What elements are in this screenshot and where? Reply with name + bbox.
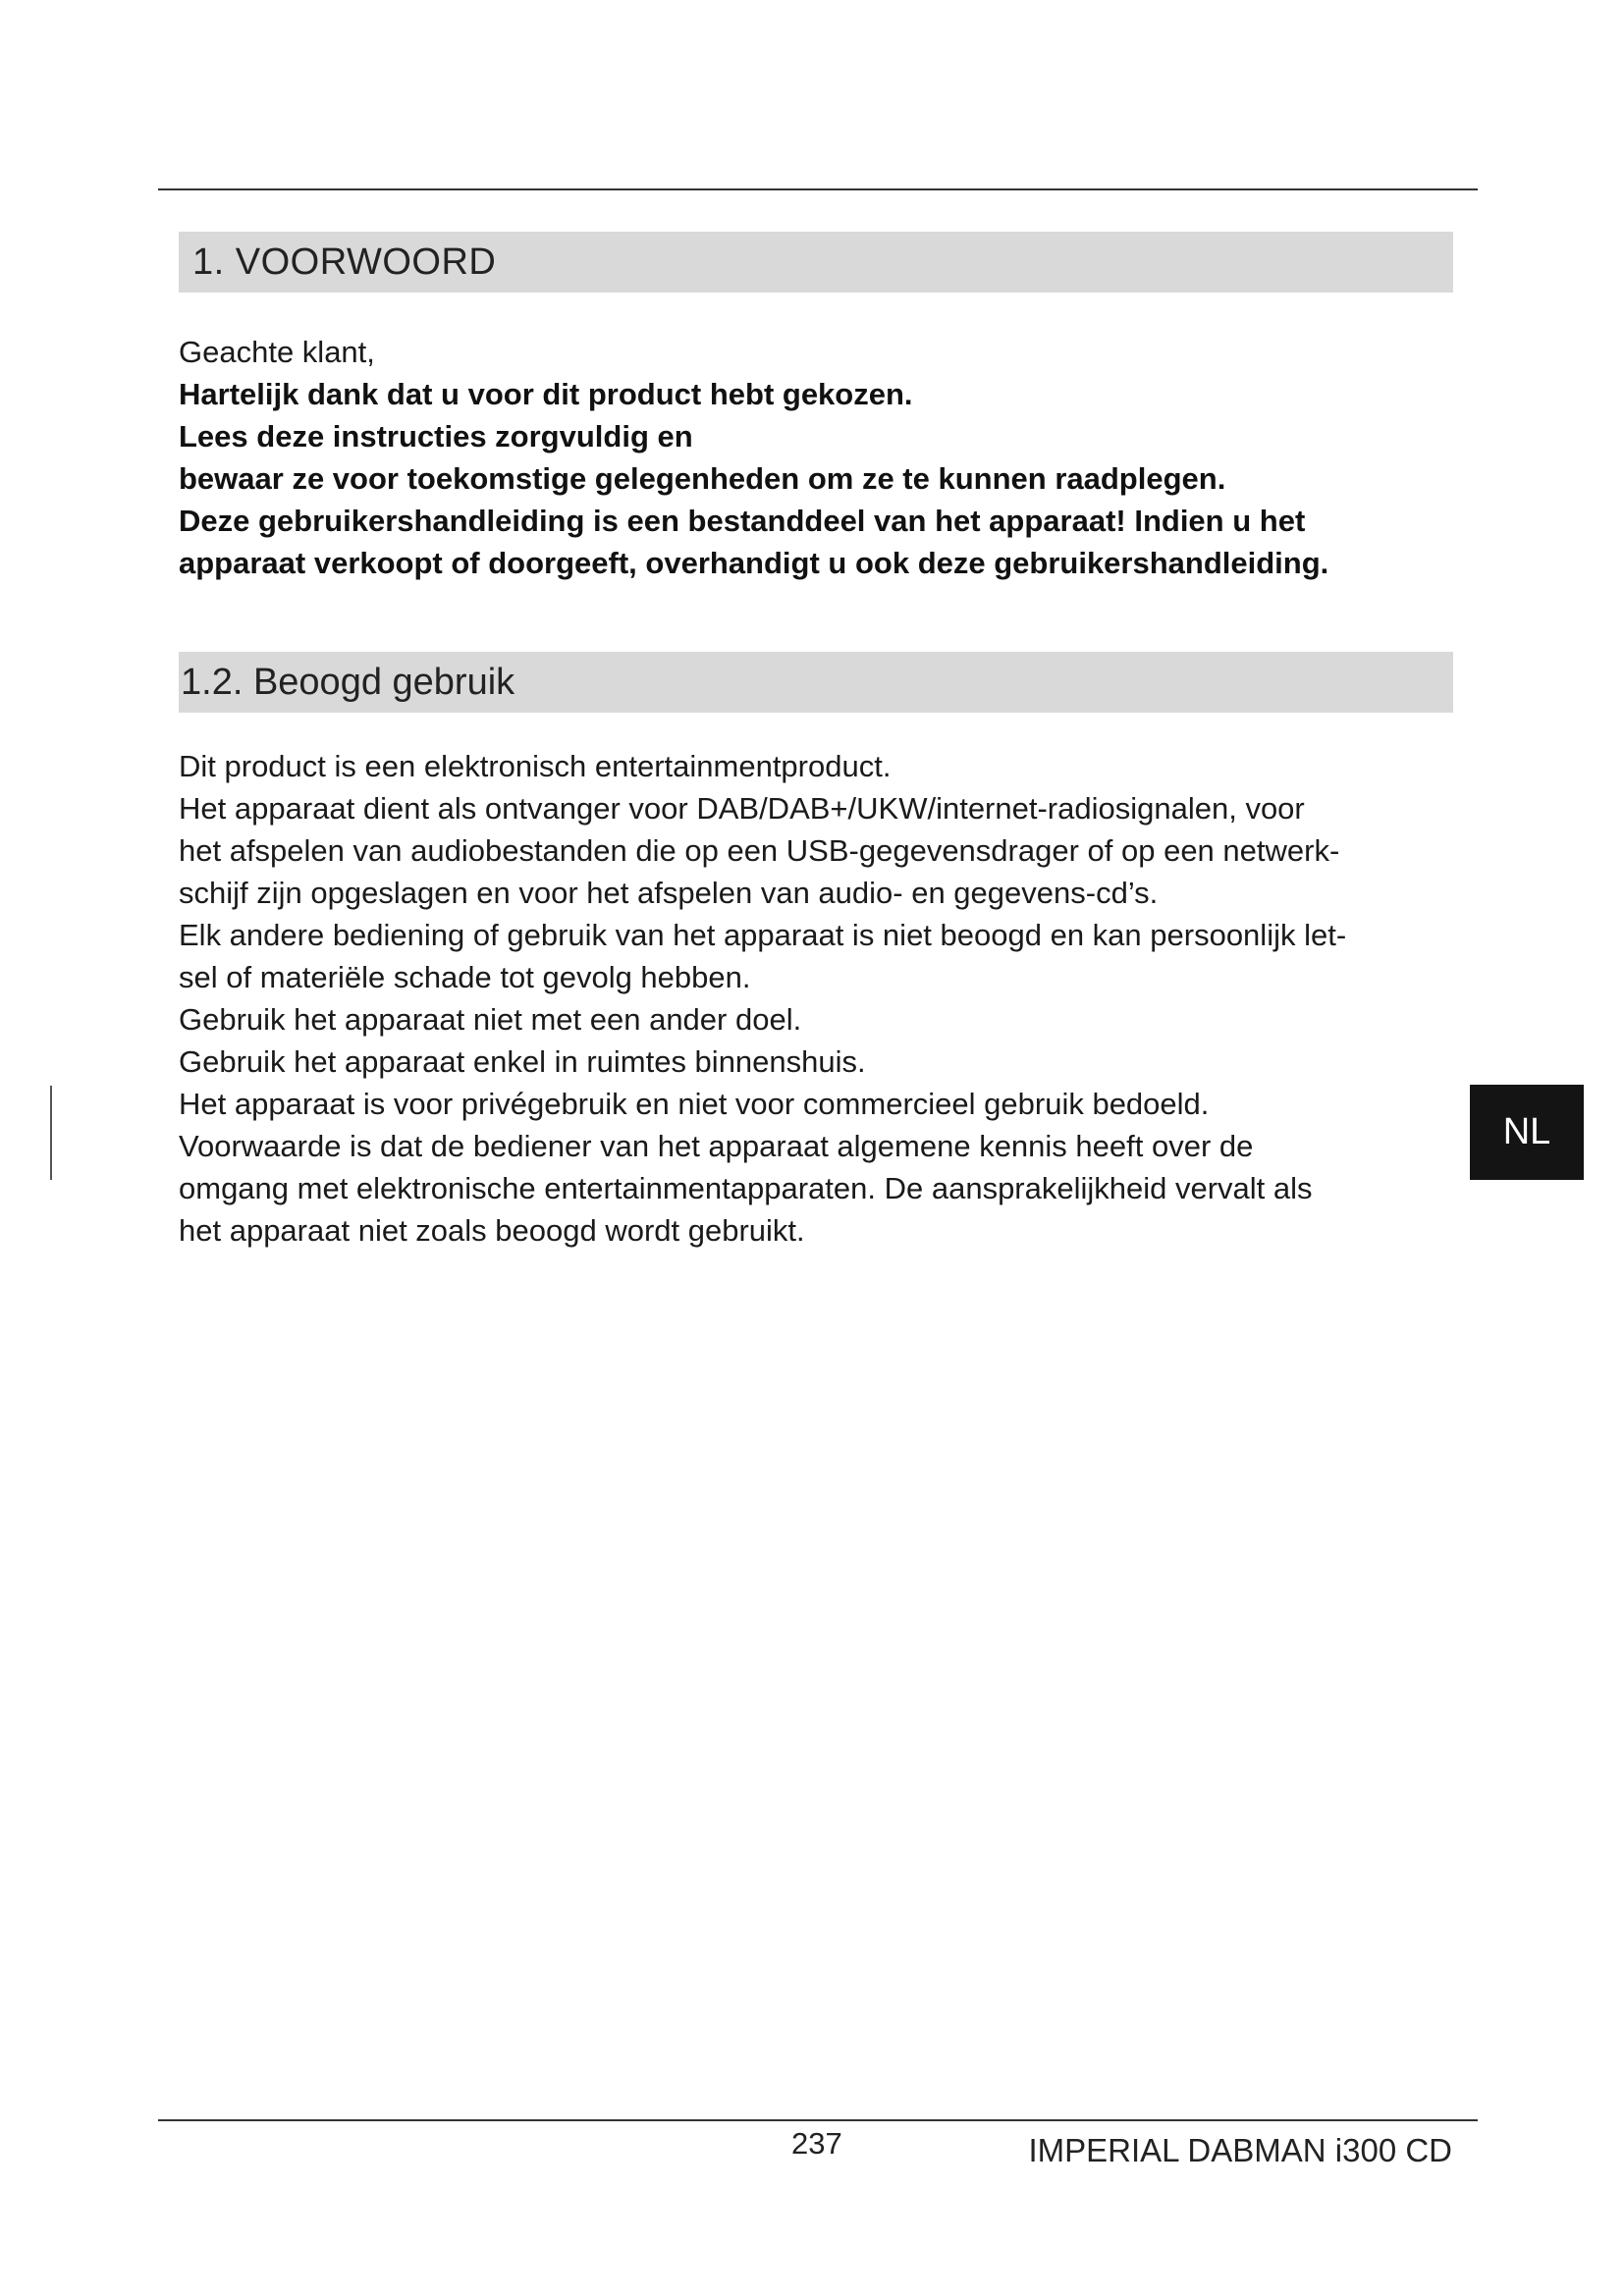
usage-line: Gebruik het apparaat enkel in ruimtes binnenshuis. xyxy=(179,1044,866,1079)
usage-line: schijf zijn opgeslagen en voor het afspelen van audio- en gegevens-cd’s. xyxy=(179,876,1159,910)
salutation-line: Geachte klant, xyxy=(179,335,375,369)
usage-line: Gebruik het apparaat niet met een ander doel. xyxy=(179,1002,802,1037)
language-tab-label: NL xyxy=(1502,1111,1551,1152)
intro-line: bewaar ze voor toekomstige gelegenheden om ze te kunnen raadplegen. xyxy=(179,461,1226,496)
footer-rule xyxy=(158,2119,1478,2121)
section-heading-beoogd-gebruik xyxy=(179,652,1453,713)
section-heading-voorwoord xyxy=(179,232,1453,293)
subsection-heading-text: 1.2. Beoogd gebruik xyxy=(181,662,515,703)
intro-line: apparaat verkoopt of doorgeeft, overhandigt u ook deze gebruikershandleiding. xyxy=(179,546,1329,580)
page-number: 237 xyxy=(791,2126,842,2161)
usage-text xyxy=(179,745,1465,1252)
intro-line: Hartelijk dank dat u voor dit product hebt gekozen. xyxy=(179,377,913,411)
language-tab xyxy=(1470,1085,1584,1180)
usage-line: Elk andere bediening of gebruik van het apparaat is niet beoogd en kan persoonlijk let- xyxy=(179,918,1347,952)
usage-line: Het apparaat dient als ontvanger voor DAB/DAB+/UKW/internet-radiosignalen, voor xyxy=(179,791,1305,826)
header-rule xyxy=(158,188,1478,190)
usage-line: het afspelen van audiobestanden die op een USB-gegevensdrager of op een netwerk- xyxy=(179,833,1340,868)
usage-line: Dit product is een elektronisch entertainmentproduct. xyxy=(179,749,892,783)
intro-text xyxy=(179,331,1465,584)
usage-line: omgang met elektronische entertainmentapparaten. De aansprakelijkheid vervalt als xyxy=(179,1171,1313,1205)
intro-line: Deze gebruikershandleiding is een bestanddeel van het apparaat! Indien u het xyxy=(179,504,1306,538)
section-heading-text: 1. VOORWOORD xyxy=(192,241,497,283)
usage-line: sel of materiële schade tot gevolg hebben. xyxy=(179,960,751,994)
margin-change-bar xyxy=(50,1086,52,1180)
product-name: IMPERIAL DABMAN i300 CD xyxy=(1028,2132,1452,2168)
intro-line: Lees deze instructies zorgvuldig en xyxy=(179,419,693,454)
usage-line: het apparaat niet zoals beoogd wordt gebruikt. xyxy=(179,1213,805,1248)
usage-line: Voorwaarde is dat de bediener van het apparaat algemene kennis heeft over de xyxy=(179,1129,1254,1163)
usage-line: Het apparaat is voor privégebruik en niet voor commercieel gebruik bedoeld. xyxy=(179,1087,1210,1121)
